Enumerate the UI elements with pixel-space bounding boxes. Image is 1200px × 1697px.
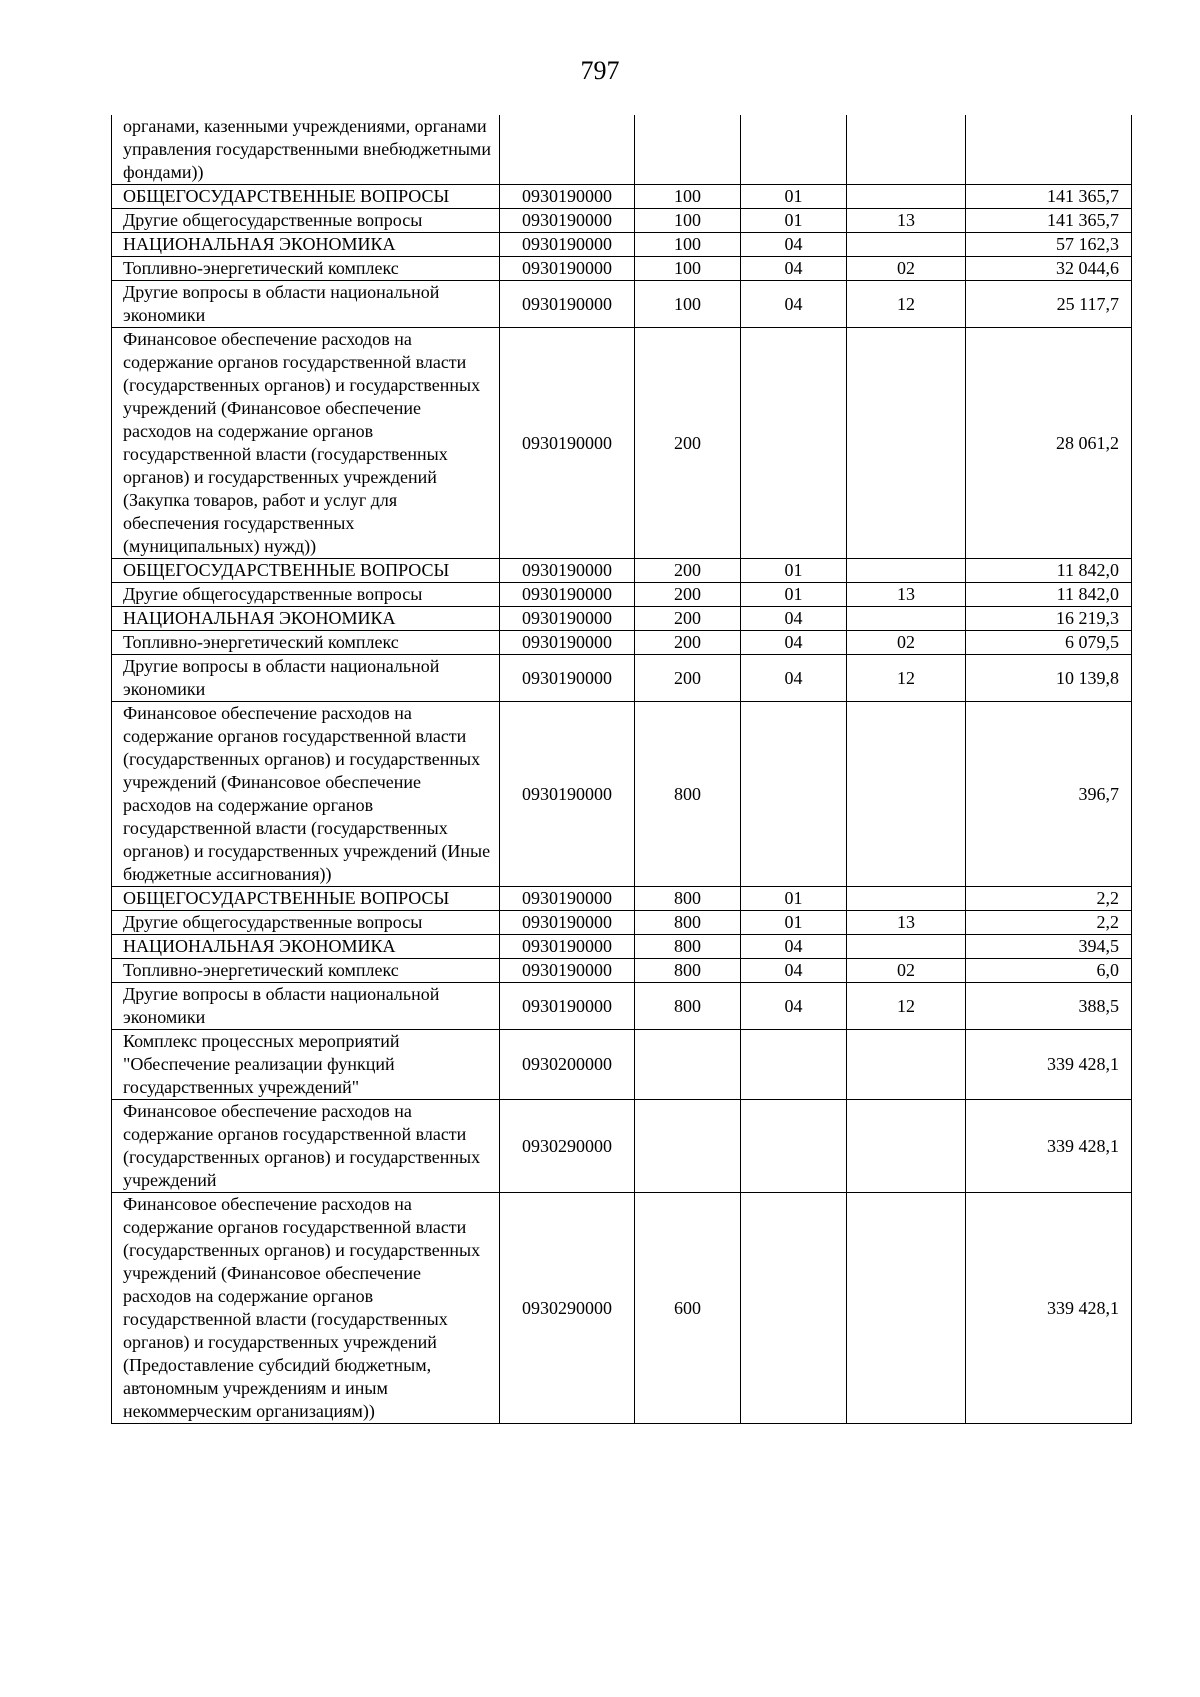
row-pr: 13 (847, 209, 966, 233)
row-pr (847, 702, 966, 887)
row-code: 0930190000 (500, 607, 635, 631)
row-pr (847, 559, 966, 583)
row-name: ОБЩЕГОСУДАРСТВЕННЫЕ ВОПРОСЫ (112, 559, 500, 583)
table-row (112, 559, 1132, 583)
row-code: 0930190000 (500, 559, 635, 583)
row-pr: 13 (847, 911, 966, 935)
row-vr: 200 (635, 631, 741, 655)
row-sum: 32 044,6 (966, 257, 1132, 281)
row-rz (741, 702, 847, 887)
row-pr (847, 185, 966, 209)
row-name: Другие общегосударственные вопросы (112, 209, 500, 233)
row-vr: 800 (635, 887, 741, 911)
row-sum: 6,0 (966, 959, 1132, 983)
row-sum: 394,5 (966, 935, 1132, 959)
row-code (500, 115, 635, 185)
table-row (112, 655, 1132, 702)
row-name: Комплекс процессных мероприятий "Обеспечение реализации функций государственных учреждений" (112, 1030, 500, 1100)
row-sum: 2,2 (966, 887, 1132, 911)
row-name: Финансовое обеспечение расходов на содержание органов государственной власти (государственных органов) и государственных учреждений (Финансовое обеспечение расходов на содержание органов государственной власти (государственных органов) и государственных учреждений (Закупка товаров, работ и услуг для обеспечения государственных (муниципальных) нужд)) (112, 328, 500, 559)
table-row (112, 887, 1132, 911)
row-vr: 200 (635, 607, 741, 631)
row-code: 0930190000 (500, 185, 635, 209)
row-code: 0930190000 (500, 328, 635, 559)
row-vr (635, 1030, 741, 1100)
row-rz: 04 (741, 257, 847, 281)
row-vr: 100 (635, 233, 741, 257)
row-rz: 01 (741, 887, 847, 911)
row-sum: 141 365,7 (966, 209, 1132, 233)
row-pr: 12 (847, 983, 966, 1030)
row-rz: 04 (741, 655, 847, 702)
row-rz: 04 (741, 233, 847, 257)
row-sum (966, 115, 1132, 185)
table-row (112, 983, 1132, 1030)
row-rz: 01 (741, 911, 847, 935)
row-sum: 388,5 (966, 983, 1132, 1030)
row-name: НАЦИОНАЛЬНАЯ ЭКОНОМИКА (112, 607, 500, 631)
table-row (112, 959, 1132, 983)
row-pr: 12 (847, 655, 966, 702)
row-pr: 02 (847, 959, 966, 983)
row-sum: 25 117,7 (966, 281, 1132, 328)
row-vr: 800 (635, 959, 741, 983)
row-name: Другие общегосударственные вопросы (112, 583, 500, 607)
row-code: 0930290000 (500, 1100, 635, 1193)
row-vr: 800 (635, 983, 741, 1030)
row-pr (847, 1193, 966, 1424)
row-name: Финансовое обеспечение расходов на содержание органов государственной власти (государственных органов) и государственных учреждений (Финансовое обеспечение расходов на содержание органов государственной власти (государственных органов) и государственных учреждений (Иные бюджетные ассигнования)) (112, 702, 500, 887)
row-vr: 800 (635, 702, 741, 887)
row-code: 0930190000 (500, 959, 635, 983)
row-name: Другие вопросы в области национальной экономики (112, 281, 500, 328)
row-sum: 10 139,8 (966, 655, 1132, 702)
row-rz: 04 (741, 935, 847, 959)
row-vr: 100 (635, 185, 741, 209)
row-code: 0930190000 (500, 983, 635, 1030)
row-pr: 02 (847, 257, 966, 281)
row-name: Другие вопросы в области национальной экономики (112, 655, 500, 702)
row-name: Топливно-энергетический комплекс (112, 257, 500, 281)
table-row (112, 281, 1132, 328)
row-rz (741, 328, 847, 559)
row-vr (635, 1100, 741, 1193)
row-sum: 339 428,1 (966, 1030, 1132, 1100)
row-code: 0930190000 (500, 655, 635, 702)
row-sum: 141 365,7 (966, 185, 1132, 209)
row-vr: 100 (635, 257, 741, 281)
table-row (112, 328, 1132, 559)
row-vr: 100 (635, 281, 741, 328)
row-pr (847, 328, 966, 559)
budget-table (111, 115, 1132, 1424)
row-pr (847, 1030, 966, 1100)
table-row (112, 1030, 1132, 1100)
row-sum: 57 162,3 (966, 233, 1132, 257)
row-sum: 11 842,0 (966, 583, 1132, 607)
row-name: Топливно-энергетический комплекс (112, 959, 500, 983)
row-sum: 6 079,5 (966, 631, 1132, 655)
row-code: 0930190000 (500, 233, 635, 257)
row-vr (635, 115, 741, 185)
table-row (112, 185, 1132, 209)
row-vr: 200 (635, 583, 741, 607)
table-row (112, 257, 1132, 281)
row-rz: 01 (741, 209, 847, 233)
row-rz: 04 (741, 281, 847, 328)
table-row (112, 702, 1132, 887)
row-name: Другие общегосударственные вопросы (112, 911, 500, 935)
row-pr (847, 1100, 966, 1193)
row-name: ОБЩЕГОСУДАРСТВЕННЫЕ ВОПРОСЫ (112, 887, 500, 911)
row-vr: 600 (635, 1193, 741, 1424)
row-rz: 04 (741, 983, 847, 1030)
row-pr (847, 887, 966, 911)
row-sum: 11 842,0 (966, 559, 1132, 583)
table-row (112, 1100, 1132, 1193)
row-code: 0930190000 (500, 257, 635, 281)
row-vr: 800 (635, 935, 741, 959)
row-sum: 396,7 (966, 702, 1132, 887)
row-name: НАЦИОНАЛЬНАЯ ЭКОНОМИКА (112, 935, 500, 959)
row-vr: 200 (635, 559, 741, 583)
row-name: Другие вопросы в области национальной экономики (112, 983, 500, 1030)
row-pr (847, 233, 966, 257)
row-rz: 04 (741, 631, 847, 655)
row-pr: 02 (847, 631, 966, 655)
row-name: Финансовое обеспечение расходов на содержание органов государственной власти (государственных органов) и государственных учреждений (Финансовое обеспечение расходов на содержание органов государственной власти (государственных органов) и государственных учреждений (Предоставление субсидий бюджетным, автономным учреждениям и иным некоммерческим организациям)) (112, 1193, 500, 1424)
row-rz: 04 (741, 959, 847, 983)
row-vr: 800 (635, 911, 741, 935)
row-code: 0930190000 (500, 631, 635, 655)
row-vr: 200 (635, 655, 741, 702)
row-rz: 01 (741, 583, 847, 607)
row-rz (741, 1030, 847, 1100)
row-sum: 16 219,3 (966, 607, 1132, 631)
table-row (112, 115, 1132, 185)
table-row (112, 583, 1132, 607)
row-pr (847, 607, 966, 631)
row-code: 0930190000 (500, 209, 635, 233)
row-vr: 200 (635, 328, 741, 559)
table-row (112, 209, 1132, 233)
row-pr (847, 935, 966, 959)
row-name: ОБЩЕГОСУДАРСТВЕННЫЕ ВОПРОСЫ (112, 185, 500, 209)
row-sum: 2,2 (966, 911, 1132, 935)
table-row (112, 911, 1132, 935)
row-code: 0930190000 (500, 887, 635, 911)
row-name: НАЦИОНАЛЬНАЯ ЭКОНОМИКА (112, 233, 500, 257)
row-code: 0930190000 (500, 281, 635, 328)
row-name: Топливно-энергетический комплекс (112, 631, 500, 655)
row-rz (741, 1193, 847, 1424)
row-rz: 04 (741, 607, 847, 631)
page-number: 797 (580, 56, 620, 85)
row-pr: 12 (847, 281, 966, 328)
row-code: 0930190000 (500, 583, 635, 607)
row-rz (741, 115, 847, 185)
table-row (112, 1193, 1132, 1424)
row-code: 0930190000 (500, 702, 635, 887)
row-sum: 339 428,1 (966, 1100, 1132, 1193)
row-sum: 28 061,2 (966, 328, 1132, 559)
row-pr (847, 115, 966, 185)
row-code: 0930290000 (500, 1193, 635, 1424)
table-row (112, 233, 1132, 257)
row-code: 0930190000 (500, 935, 635, 959)
row-pr: 13 (847, 583, 966, 607)
row-rz: 01 (741, 559, 847, 583)
table-row (112, 607, 1132, 631)
row-code: 0930190000 (500, 911, 635, 935)
row-code: 0930200000 (500, 1030, 635, 1100)
row-vr: 100 (635, 209, 741, 233)
row-rz (741, 1100, 847, 1193)
row-rz: 01 (741, 185, 847, 209)
table-row (112, 631, 1132, 655)
table-row (112, 935, 1132, 959)
row-name: органами, казенными учреждениями, органами управления государственными внебюджетными фондами)) (112, 115, 500, 185)
row-name: Финансовое обеспечение расходов на содержание органов государственной власти (государственных органов) и государственных учреждений (112, 1100, 500, 1193)
row-sum: 339 428,1 (966, 1193, 1132, 1424)
